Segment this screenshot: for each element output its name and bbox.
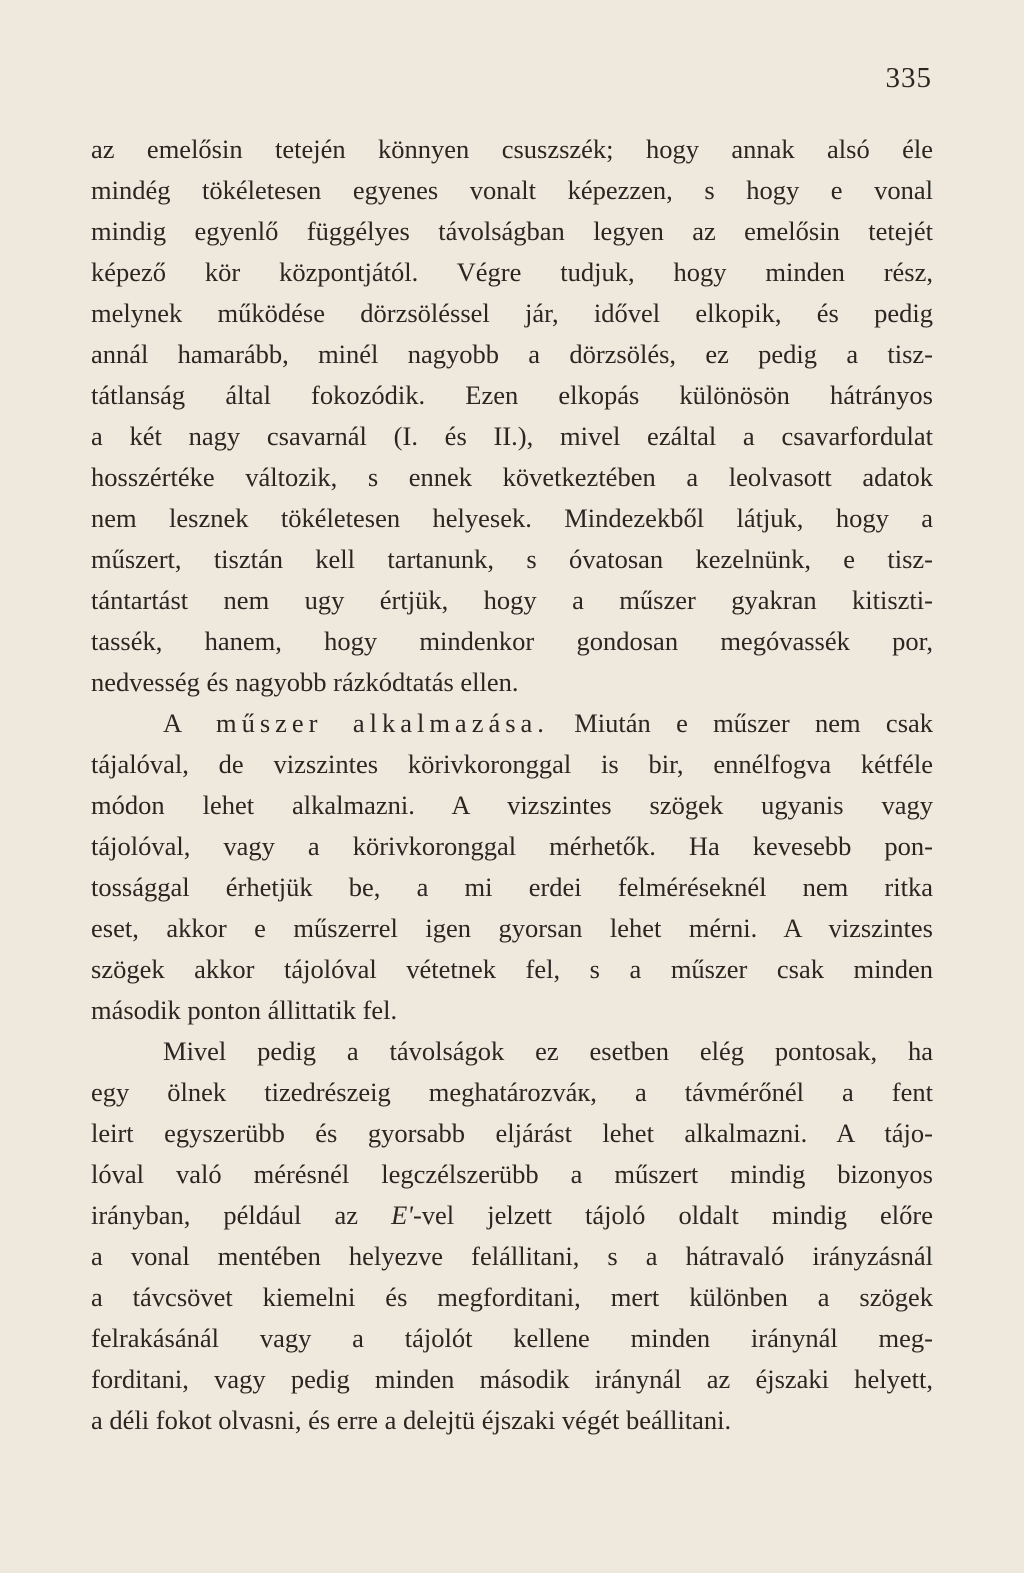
text-fragment: irányban, például az: [91, 1200, 359, 1230]
text-line: tátlanság által fokozódik. Ezen elkopás különösön hátrányos: [91, 380, 933, 410]
text-line: műszert, tisztán kell tartanunk, s óvatosan kezelnünk, e tisz-: [91, 544, 933, 574]
text-line: felrakásánál vagy a tájolót kellene minden iránynál meg-: [91, 1323, 933, 1353]
text-line: tántartást nem ugy értjük, hogy a műszer gyakran kitiszti-: [91, 585, 933, 615]
text-line: a vonal mentében helyezve felállitani, s a hátravaló irányzásnál: [91, 1241, 933, 1271]
text-line: nedvesség és nagyobb rázkódtatás ellen.: [91, 667, 519, 697]
text-line: lóval való mérésnél legczélszerübb a műszert mindig bizonyos: [91, 1159, 933, 1189]
text-line: forditani, vagy pedig minden második iránynál az éjszaki helyett,: [91, 1364, 933, 1394]
text-line: tájolóval, vagy a körivkoronggal mérhetők. Ha kevesebb pon-: [91, 831, 933, 861]
text-line: a déli fokot olvasni, és erre a delejtü éjszaki végét beállitani.: [91, 1405, 732, 1435]
text-line: melynek működése dörzsöléssel jár, idővel elkopik, és pedig: [91, 298, 933, 328]
text-fragment: Miután e műszer nem csak: [574, 708, 934, 738]
section-heading: A műszer alkalmazása.: [163, 708, 549, 738]
text-line-with-symbol: [91, 1195, 933, 1236]
text-line: módon lehet alkalmazni. A vizszintes szögek ugyanis vagy: [91, 790, 933, 820]
text-line: hosszértéke változik, s ennek következtében a leolvasott adatok: [91, 462, 933, 492]
text-line: mindég tökéletesen egyenes vonalt képezzen, s hogy e vonal: [91, 175, 933, 205]
text-line: tájalóval, de vizszintes körivkoronggal is bir, ennélfogva kétféle: [91, 749, 933, 779]
text-line: eset, akkor e műszerrel igen gyorsan lehet mérni. A vizszintes: [91, 913, 933, 943]
page-number: 335: [885, 62, 932, 94]
text-line: a távcsövet kiemelni és megforditani, mert különben a szögek: [91, 1282, 933, 1312]
body-text: [91, 129, 933, 1441]
text-line: nem lesznek tökéletesen helyesek. Mindezekből látjuk, hogy a: [91, 503, 933, 533]
text-line: mindig egyenlő függélyes távolságban legyen az emelősin tetejét: [91, 216, 933, 246]
text-line: leirt egyszerübb és gyorsabb eljárást lehet alkalmazni. A tájo-: [91, 1118, 933, 1148]
text-line: annál hamarább, minél nagyobb a dörzsölés, ez pedig a tisz-: [91, 339, 933, 369]
section-heading-line: [91, 703, 933, 744]
text-line: második ponton állittatik fel.: [91, 995, 398, 1025]
text-line: tossággal érhetjük be, a mi erdei felméréseknél nem ritka: [91, 872, 933, 902]
symbol-e-prime: E': [391, 1200, 413, 1230]
text-line: szögek akkor tájolóval vétetnek fel, s a műszer csak minden: [91, 954, 933, 984]
text-line: Mivel pedig a távolságok ez esetben elég pontosak, ha: [163, 1036, 933, 1066]
text-line: az emelősin tetején könnyen csuszszék; hogy annak alsó éle: [91, 134, 933, 164]
text-line: tassék, hanem, hogy mindenkor gondosan megóvassék por,: [91, 626, 933, 656]
text-line: képező kör központjától. Végre tudjuk, hogy minden rész,: [91, 257, 933, 287]
text-line: egy ölnek tizedrészeig meghatározváк, a távmérőnél a fent: [91, 1077, 933, 1107]
text-line: a két nagy csavarnál (I. és II.), mivel ezáltal a csavarfordulat: [91, 421, 933, 451]
text-fragment: -vel jelzett tájoló oldalt mindig előre: [412, 1200, 934, 1230]
